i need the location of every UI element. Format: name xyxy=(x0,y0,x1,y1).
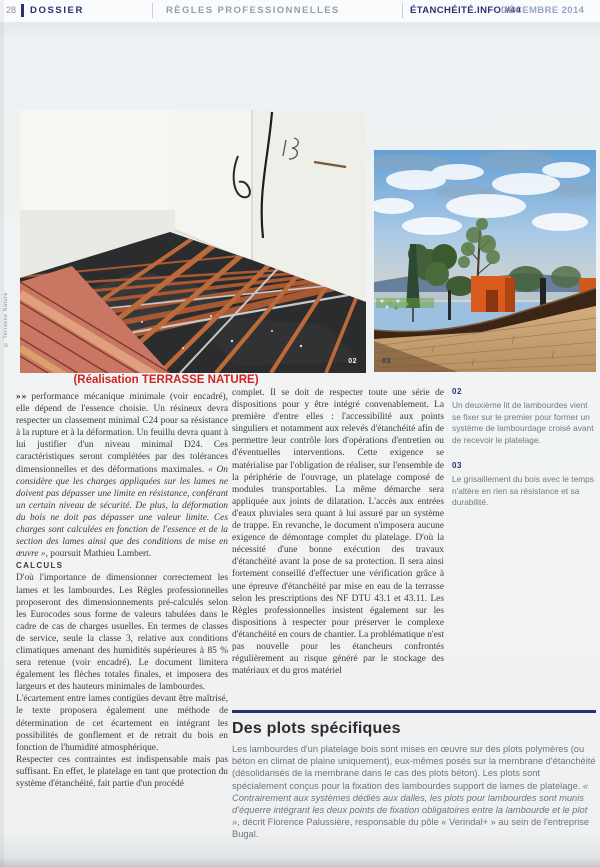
page-bottom-edge xyxy=(0,857,600,867)
page-header xyxy=(0,0,600,22)
note-label: 02 xyxy=(452,387,462,396)
secondary-photo xyxy=(374,150,596,372)
box-title: Des plots spécifiques xyxy=(232,720,401,737)
box-quote: « Contrairement aux systèmes dédiés aux dalles, les plots pour lambourdes sont munis d'équerre intégrant les deux points de fixation obligatoires entre la lambourde et le plot » xyxy=(232,780,589,828)
page-left-edge xyxy=(0,0,4,867)
paragraph: complet. Il se doit de respecter toute une série de dispositions pour y être intégré convenablement. La première d'entre elles : l'accessibilité aux points singuliers et notamment aux relevés d'étanchéité afin de permettre leur contrôle lors d'opérations d'entretien ou d'éventuelles interventions. Cette exigence se matérialise par l'obligation de réaliser, sur l'ensemble de la périphérie de l'ouvrage, un platelage composé de modules transportables. La même démarche sera appliquée aux joints de dilatation. L'accès aux entrées d'eaux pluviales sera quant à lui assuré par un système de trappe. En revanche, le document n'imposera aucune exigence de démontage complet du platelage. D'où la nécessité d'une bonne exécution des travaux d'étanchéité avant la pose de sa protection. Il sera ainsi fortement conseillé d'effectuer une vérification grâce à une épreuve d'étanchéité par mise en eau de la terrasse selon les prescriptions des NF DTU 43.1 et 43.11. Les Règles professionnelles insistent également sur les dispositions à respecter pour préserver le complexe d'étanchéité en cours de chantier. La problématique n'est pas nouvelle pour les étancheurs confrontés régulièrement au risque généré par le stockage des matériaux et du gros matériel xyxy=(232,388,444,677)
rubric-label: RÈGLES PROFESSIONNELLES xyxy=(166,5,340,16)
note-text: Un deuxième lit de lambourdes vient se fixer sur le premier pour former un système de lambourdage croisé avant de recevoir le platelage. xyxy=(452,400,594,445)
quote-text: « On considère que les charges appliquées sur les lames ne doivent pas dépasser une limite en résistance, conférant un certain niveau de sécurité. De plus, la déformation du bois ne doit pas dépasser une valeur limite. Ces charges sont calculées en fonction de l'essence et de la section des lames ainsi que des conditions de mise en œuvre » xyxy=(16,464,228,560)
box-body xyxy=(232,743,596,841)
paragraph: Respecter ces contraintes est indispensable mais pas suffisant. En effet, le platelage en tant que protection du système d'étanchéité, fait partie d'un procédé xyxy=(16,754,228,789)
note-label: 03 xyxy=(452,461,462,471)
photo-notes-sidebar xyxy=(452,386,594,523)
photo-number-badge: 02 xyxy=(348,358,357,365)
photo-credit: © Terrasse Nature xyxy=(3,292,9,348)
sidebar-box-plots xyxy=(232,710,596,841)
photo-number-badge: 03 xyxy=(382,358,391,365)
box-text: , décrit Florence Palussière, responsable du pôle « Verindal+ » au sein de l'entreprise Bugal. xyxy=(232,817,590,840)
main-photo xyxy=(20,110,366,373)
box-top-rule xyxy=(232,710,596,713)
box-text: Les lambourdes d'un platelage bois sont mises en œuvre sur des plots polymères (ou béton en climat de plaine uniquement), eux-mêmes posés sur la membrane d'étanchéité (désolidarisés de la membrane dans le cas des plots béton). Les plots sont spécialement conçus pour la fixation des lambourdes support de lames de platelage. xyxy=(232,744,596,791)
paragraph-text: , poursuit Mathieu Lambert. xyxy=(45,549,152,560)
subheading-calculs: CALCULS xyxy=(16,561,64,571)
issue-title: ÉTANCHÉITÉ.INFO #44 xyxy=(410,5,522,16)
paragraph xyxy=(16,391,228,560)
header-divider xyxy=(152,3,153,18)
secondary-photo-illustration xyxy=(374,150,596,372)
paragraph: L'écartement entre lames contigües devant être maîtrisé, le texte proposera également une méthode de détermination de cet écartement en intégrant les possibilités de gonflement et de retrait du bois en fonction de l'humidité atmosphérique. xyxy=(16,694,228,753)
paragraph: D'où l'importance de dimensionner correctement les lames et les lambourdes. Les Règles professionnelles proposeront des dimensionnements pré-calculés selon les Eurocodes sous forme de valeurs tabulées dans le cadre de cas de charges usuelles. En termes de classes de service, seule la classe 3, relative aux conditions climatiques amenant des humidités supérieures à 85 % sera retenue (voir encadré). Le document limitera également les flèches totales finales, et imposera des largeurs et des hauteurs minimales de lambourdes. xyxy=(16,573,228,693)
header-divider xyxy=(402,3,403,18)
main-photo-illustration xyxy=(20,110,366,373)
issue-date: DÉCEMBRE 2014 xyxy=(501,5,585,16)
article-column-left xyxy=(16,391,228,790)
article-column-middle xyxy=(232,387,444,677)
photo-caption: (Réalisation TERRASSE NATURE) xyxy=(73,374,259,386)
header-band xyxy=(0,22,600,40)
paragraph-text: performance mécanique minimale (voir encadré), elle dépend de l'essence choisie. Un résineux devra respecter un classement minimal C24 pour sa résistance à la rupture et à la déformation. Un feuillu devra quant à lui justifier d'un niveau minimal D24. Ces caractéristiques seront complétées par des tolérances dimensionnelles et des déformations maximales. xyxy=(16,392,228,475)
section-label: DOSSIER xyxy=(30,5,84,16)
continuation-marker: »» xyxy=(16,392,28,402)
page-number: 28 xyxy=(6,5,17,15)
header-accent-bar xyxy=(21,4,24,17)
note-text: Le grisaillement du bois avec le temps n'altère en rien sa résistance et sa durabilité. xyxy=(452,474,594,508)
